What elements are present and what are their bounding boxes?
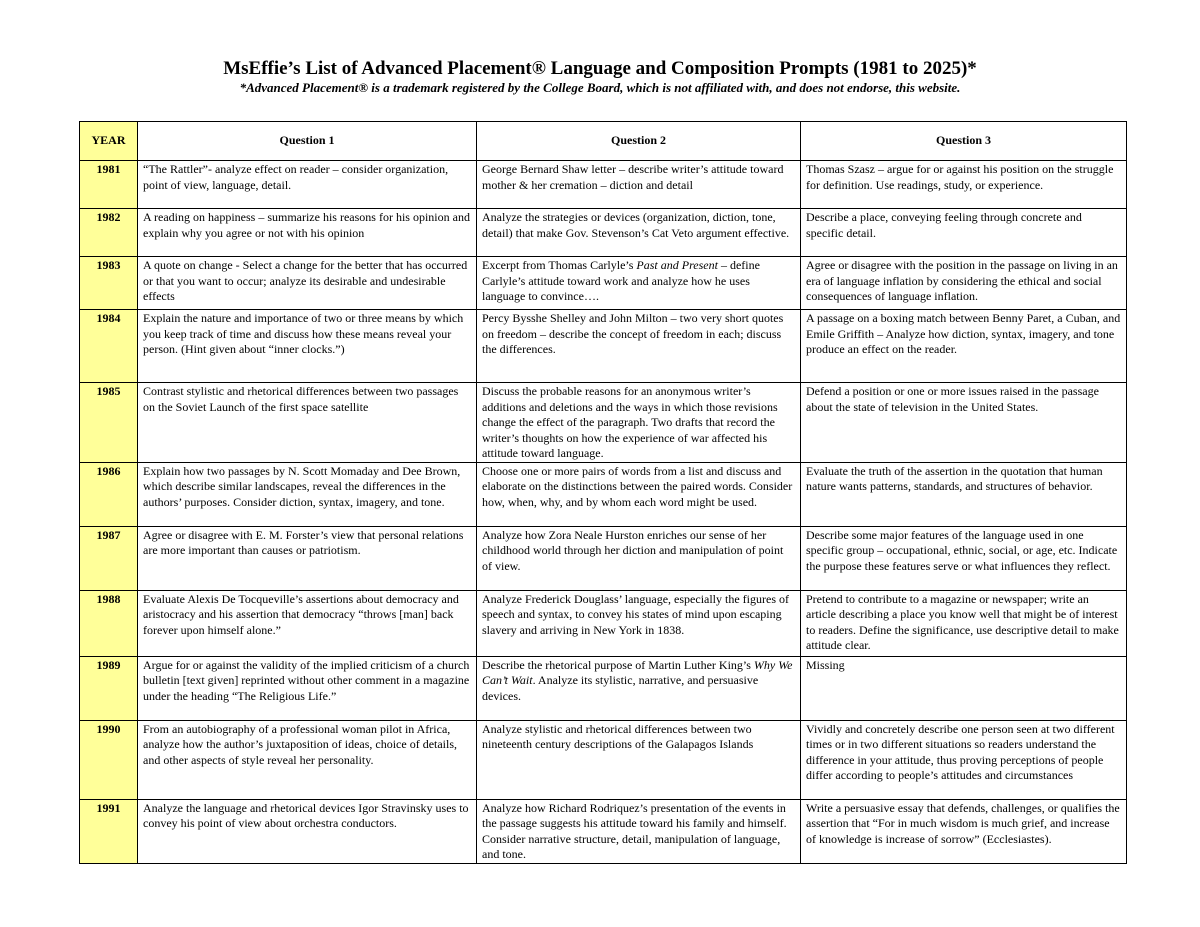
table-header-row bbox=[80, 122, 1127, 161]
prompts-table bbox=[79, 121, 1127, 864]
question-3-cell: Agree or disagree with the position in the passage on living in an era of language inflation by considering the ethical and social consequences of language inflation. bbox=[801, 257, 1127, 310]
table-row bbox=[80, 526, 1127, 590]
question-3-cell: Vividly and concretely describe one person seen at two different times or in two different situations so readers understand the difference in your attitude, thus proving perceptions of people differ according to people’s attitudes and circumstances bbox=[801, 720, 1127, 799]
question-2-cell: Analyze how Richard Rodriquez’s presentation of the events in the passage suggests his attitude toward his family and himself. Consider narrative structure, detail, manipulation of language, and tone. bbox=[477, 799, 801, 863]
year-cell: 1991 bbox=[80, 799, 138, 863]
question-2-cell: Analyze Frederick Douglass’ language, especially the figures of speech and syntax, to convey his states of mind upon escaping slavery and arriving in New York in 1838. bbox=[477, 590, 801, 656]
year-cell: 1989 bbox=[80, 656, 138, 720]
question-1-cell: A quote on change - Select a change for the better that has occurred or that you want to occur; analyze its desirable and undesirable effects bbox=[138, 257, 477, 310]
table-row bbox=[80, 310, 1127, 383]
question-2-text: Excerpt from Thomas Carlyle’s bbox=[482, 258, 637, 272]
year-cell: 1983 bbox=[80, 257, 138, 310]
table-row bbox=[80, 257, 1127, 310]
year-cell: 1981 bbox=[80, 161, 138, 209]
header-question-1: Question 1 bbox=[138, 122, 477, 161]
header-year: YEAR bbox=[80, 122, 138, 161]
year-cell: 1982 bbox=[80, 209, 138, 257]
trademark-note: *Advanced Placement® is a trademark registered by the College Board, which is not affiliated with, and does not endorse, this website. bbox=[239, 80, 961, 95]
question-3-cell: Missing bbox=[801, 656, 1127, 720]
book-title: Past and Present bbox=[636, 258, 718, 272]
question-1-cell: Explain how two passages by N. Scott Momaday and Dee Brown, which describe similar landscapes, reveal the differences in the authors’ purposes. Consider diction, syntax, imagery, and tone. bbox=[138, 462, 477, 526]
question-2-cell: Analyze stylistic and rhetorical differences between two nineteenth century descriptions of the Galapagos Islands bbox=[477, 720, 801, 799]
header-question-2: Question 2 bbox=[477, 122, 801, 161]
table-row bbox=[80, 462, 1127, 526]
table-row bbox=[80, 720, 1127, 799]
question-1-cell: Analyze the language and rhetorical devices Igor Stravinsky uses to convey his point of view about orchestra conductors. bbox=[138, 799, 477, 863]
question-1-cell: From an autobiography of a professional woman pilot in Africa, analyze how the author’s juxtaposition of ideas, choice of details, and other aspects of style reveal her personality. bbox=[138, 720, 477, 799]
question-2-cell: Discuss the probable reasons for an anonymous writer’s additions and deletions and the ways in which those revisions change the effect of the paragraph. Two drafts that record the writer’s thoughts on how the experience of war affected his attitude toward language. bbox=[477, 383, 801, 463]
question-2-cell: Choose one or more pairs of words from a list and discuss and elaborate on the distinctions between the paired words. Consider how, when, why, and by whom each word might be used. bbox=[477, 462, 801, 526]
question-2-text: Describe the rhetorical purpose of Martin Luther King’s bbox=[482, 657, 754, 672]
question-3-cell: Describe some major features of the language used in one specific group – occupational, ethnic, social, or age, etc. Indicate the purpose these features serve or what influences they reflect. bbox=[801, 526, 1127, 590]
question-1-cell: Contrast stylistic and rhetorical differences between two passages on the Soviet Launch of the first space satellite bbox=[138, 383, 477, 463]
question-1-cell: Evaluate Alexis De Tocqueville’s assertions about democracy and aristocracy and his assertion that democracy “throws [man] back forever upon himself alone.” bbox=[138, 590, 477, 656]
question-2-cell bbox=[477, 656, 801, 720]
header-question-3: Question 3 bbox=[801, 122, 1127, 161]
question-3-cell: Defend a position or one or more issues raised in the passage about the state of television in the United States. bbox=[801, 383, 1127, 463]
page-title: MsEffie’s List of Advanced Placement® Language and Composition Prompts (1981 to 2025)* bbox=[223, 58, 977, 79]
year-cell: 1987 bbox=[80, 526, 138, 590]
year-cell: 1986 bbox=[80, 462, 138, 526]
question-2-text: . Analyze its stylistic, narrative, and persuasive devices. bbox=[482, 673, 759, 703]
question-2-cell: Analyze how Zora Neale Hurston enriches our sense of her childhood world through her diction and manipulation of point of view. bbox=[477, 526, 801, 590]
question-2-cell: Percy Bysshe Shelley and John Milton – two very short quotes on freedom – describe the concept of freedom in each; discuss the differences. bbox=[477, 310, 801, 383]
year-cell: 1990 bbox=[80, 720, 138, 799]
question-2-cell: George Bernard Shaw letter – describe writer’s attitude toward mother & her cremation – diction and detail bbox=[477, 161, 801, 209]
question-1-cell: Argue for or against the validity of the implied criticism of a church bulletin [text given] reprinted without other comment in a magazine under the heading “The Religious Life.” bbox=[138, 656, 477, 720]
year-cell: 1985 bbox=[80, 383, 138, 463]
year-cell: 1984 bbox=[80, 310, 138, 383]
table-row bbox=[80, 656, 1127, 720]
question-1-cell: A reading on happiness – summarize his reasons for his opinion and explain why you agree or not with his opinion bbox=[138, 209, 477, 257]
question-2-text: – define Carlyle’s attitude toward work and analyze how he uses language to convince…. bbox=[482, 258, 760, 303]
question-3-cell: Pretend to contribute to a magazine or newspaper; write an article describing a place you know well that might be of interest to readers. Define the significance, use descriptive detail to make attitude clear. bbox=[801, 590, 1127, 656]
question-3-cell: Describe a place, conveying feeling through concrete and specific detail. bbox=[801, 209, 1127, 257]
question-2-cell: Analyze the strategies or devices (organization, diction, tone, detail) that make Gov. Stevenson’s Cat Veto argument effective. bbox=[477, 209, 801, 257]
question-3-cell: Thomas Szasz – argue for or against his position on the struggle for definition. Use readings, study, or experience. bbox=[801, 161, 1127, 209]
question-1-cell: Agree or disagree with E. M. Forster’s view that personal relations are more important than causes or patriotism. bbox=[138, 526, 477, 590]
table-row bbox=[80, 799, 1127, 863]
year-cell: 1988 bbox=[80, 590, 138, 656]
book-title: Why We Can’t Wait bbox=[482, 657, 793, 687]
question-2-cell bbox=[477, 257, 801, 310]
table-row bbox=[80, 383, 1127, 463]
question-1-cell: Explain the nature and importance of two or three means by which you keep track of time and discuss how these means reveal your person. (Hint given about “inner clocks.”) bbox=[138, 310, 477, 383]
question-3-cell: Write a persuasive essay that defends, challenges, or qualifies the assertion that “For in much wisdom is much grief, and increase of knowledge is increase of sorrow” (Ecclesiastes). bbox=[801, 799, 1127, 863]
question-3-cell: A passage on a boxing match between Benny Paret, a Cuban, and Emile Griffith – Analyze how diction, syntax, imagery, and tone produce an effect on the reader. bbox=[801, 310, 1127, 383]
table-row bbox=[80, 590, 1127, 656]
question-3-cell: Evaluate the truth of the assertion in the quotation that human nature wants patterns, standards, and structures of behavior. bbox=[801, 462, 1127, 526]
table-row bbox=[80, 161, 1127, 209]
table-row bbox=[80, 209, 1127, 257]
question-1-cell: “The Rattler”- analyze effect on reader – consider organization, point of view, language, detail. bbox=[138, 161, 477, 209]
